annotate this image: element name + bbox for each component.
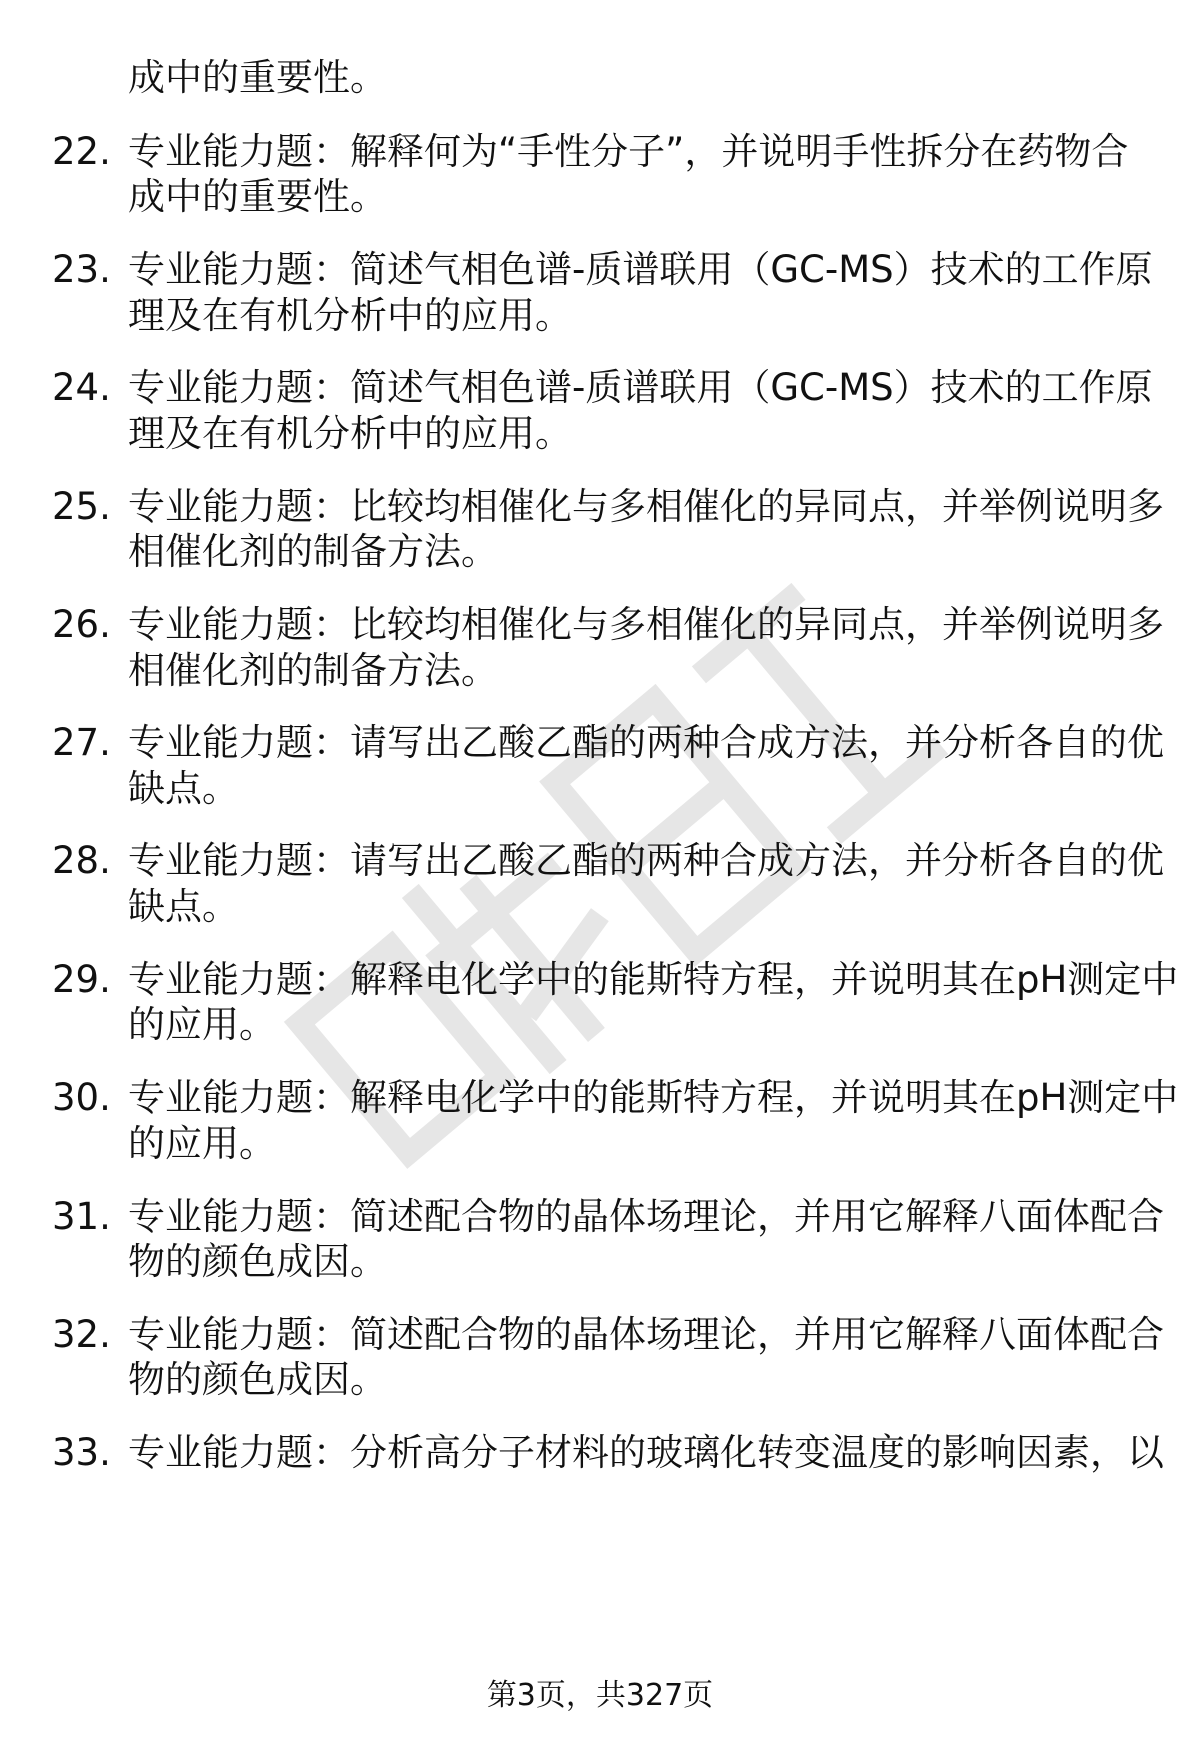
- item-text-line1: 专业能力题：简述气相色谱-质谱联用（GC-MS）技术的工作原: [128, 366, 1153, 409]
- item-text-line2: 缺点。: [128, 767, 239, 810]
- item-text-line1: 专业能力题：比较均相催化与多相催化的异同点，并举例说明多: [128, 603, 1164, 646]
- item-text-line2: 缺点。: [128, 885, 239, 928]
- item-text-line1: 专业能力题：解释何为“手性分子”，并说明手性拆分在药物合: [128, 130, 1129, 173]
- item-text-line1: 专业能力题：请写出乙酸乙酯的两种合成方法，并分析各自的优: [128, 721, 1164, 764]
- item-text-line1: 专业能力题：简述配合物的晶体场理论，并用它解释八面体配合: [128, 1313, 1164, 1356]
- item-number: 31.: [52, 1195, 111, 1238]
- item-text-line2: 物的颜色成因。: [128, 1358, 387, 1401]
- item-text-line2: 理及在有机分析中的应用。: [128, 294, 572, 337]
- item-number: 26.: [52, 603, 111, 646]
- item-number: 29.: [52, 958, 111, 1001]
- item-text-line1: 专业能力题：请写出乙酸乙酯的两种合成方法，并分析各自的优: [128, 839, 1164, 882]
- page-footer: 第3页，共327页: [486, 1678, 714, 1713]
- item-text-line1: 专业能力题：解释电化学中的能斯特方程，并说明其在pH测定中: [128, 958, 1179, 1001]
- item-text-line1: 专业能力题：简述气相色谱-质谱联用（GC-MS）技术的工作原: [128, 248, 1153, 291]
- item-text-line1: 专业能力题：解释电化学中的能斯特方程，并说明其在pH测定中: [128, 1076, 1179, 1119]
- item-number: 25.: [52, 485, 111, 528]
- item-number: 23.: [52, 248, 111, 291]
- item-text-line1: 专业能力题：分析高分子材料的玻璃化转变温度的影响因素，以: [128, 1431, 1164, 1474]
- item-number: 24.: [52, 366, 111, 409]
- item-number: 32.: [52, 1313, 111, 1356]
- continuation-text: 成中的重要性。: [128, 56, 387, 99]
- item-text-line2: 物的颜色成因。: [128, 1240, 387, 1283]
- item-number: 28.: [52, 839, 111, 882]
- item-text-line2: 成中的重要性。: [128, 175, 387, 218]
- item-text-line1: 专业能力题：简述配合物的晶体场理论，并用它解释八面体配合: [128, 1195, 1164, 1238]
- item-text-line1: 专业能力题：比较均相催化与多相催化的异同点，并举例说明多: [128, 485, 1164, 528]
- item-text-line2: 相催化剂的制备方法。: [128, 530, 498, 573]
- item-text-line2: 理及在有机分析中的应用。: [128, 412, 572, 455]
- item-text-line2: 的应用。: [128, 1122, 276, 1165]
- item-text-line2: 的应用。: [128, 1003, 276, 1046]
- item-number: 22.: [52, 130, 111, 173]
- item-number: 33.: [52, 1431, 111, 1474]
- item-text-line2: 相催化剂的制备方法。: [128, 649, 498, 692]
- item-number: 27.: [52, 721, 111, 764]
- item-number: 30.: [52, 1076, 111, 1119]
